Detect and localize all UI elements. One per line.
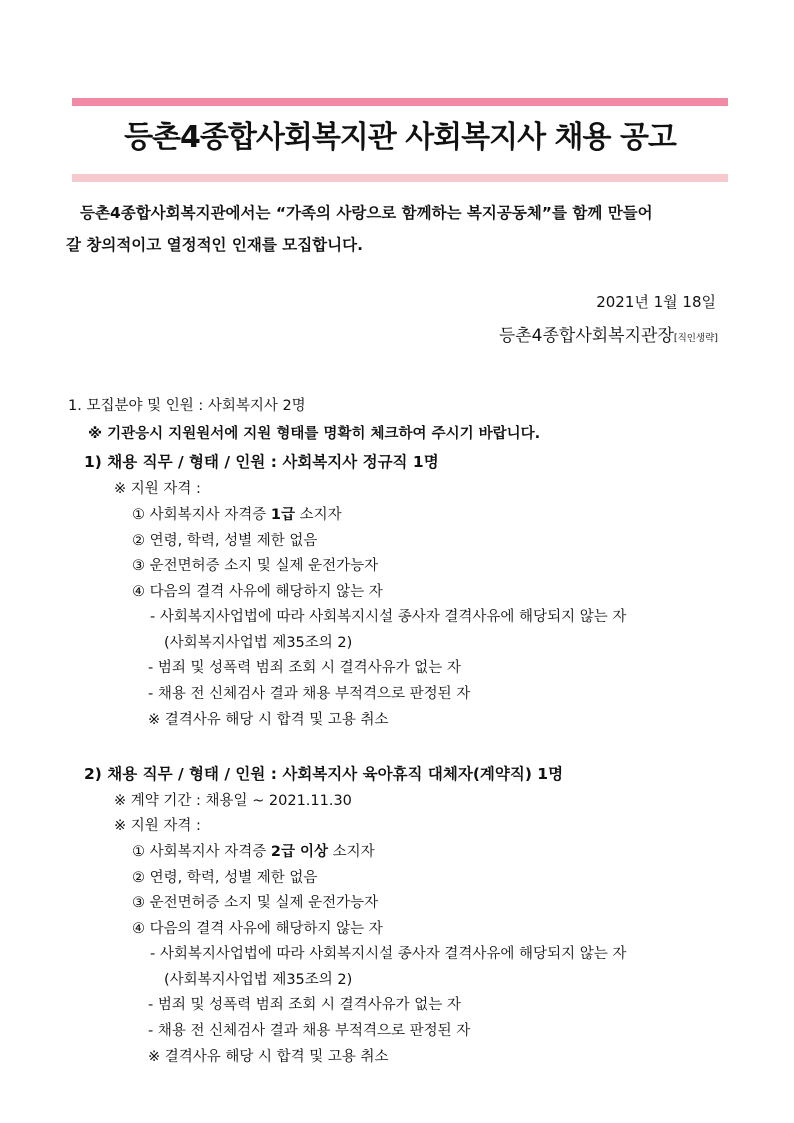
position-2-heading: 2) 채용 직무 / 형태 / 인원 : 사회복지사 육아휴직 대체자(계약직) 1명: [84, 765, 564, 783]
position-1-qual-4b: - 범죄 및 성폭력 범죄 조회 시 결격사유가 없는 자: [148, 660, 461, 676]
position-1-qual-2: ② 연령, 학력, 성별 제한 없음: [132, 533, 318, 549]
position-1-qual-4a-cont: (사회복지사업법 제35조의 2): [164, 635, 353, 651]
position-1-qual-4c: - 채용 전 신체검사 결과 채용 부적격으로 판정된 자: [148, 686, 471, 702]
position-2-qual-4a-cont: (사회복지사업법 제35조의 2): [164, 972, 353, 988]
position-1-qual-4a: - 사회복지사업법에 따라 사회복지시설 종사자 결격사유에 해당되지 않는 자: [150, 609, 627, 625]
document-title: 등촌4종합사회복지관 사회복지사 채용 공고: [124, 120, 676, 155]
qual-text: ① 사회복지사 자격증: [132, 507, 271, 523]
position-1-qual-3: ③ 운전면허증 소지 및 실제 운전가능자: [132, 558, 379, 574]
position-1-qual-1: [132, 505, 342, 525]
position-2-qual-4c: - 채용 전 신체검사 결과 채용 부적격으로 판정된 자: [148, 1023, 471, 1039]
intro-paragraph: [66, 197, 730, 261]
application-notice: ※ 기관응시 지원원서에 지원 형태를 명확히 체크하여 주시기 바랍니다.: [88, 426, 541, 442]
position-2-contract: ※ 계약 기간 : 채용일 ~ 2021.11.30: [114, 793, 352, 809]
position-2-qual-3: ③ 운전면허증 소지 및 실제 운전가능자: [132, 895, 379, 911]
seal-note: [직인생략]: [673, 333, 718, 344]
top-accent-bar: [72, 98, 728, 106]
position-1-heading: 1) 채용 직무 / 형태 / 인원 : 사회복지사 정규직 1명: [84, 453, 439, 471]
announcement-date: 2021년 1월 18일: [596, 293, 716, 311]
position-2-qual-2: ② 연령, 학력, 성별 제한 없음: [132, 870, 318, 886]
intro-line-2: 갈 창의적이고 열정적인 인재를 모집합니다.: [66, 236, 363, 254]
qual-text: 소지자: [328, 844, 375, 860]
issuer: [499, 324, 718, 351]
position-2-qual-1: [132, 842, 375, 862]
issuer-name: 등촌4종합사회복지관장: [498, 326, 674, 346]
position-2-qual-4: ④ 다음의 결격 사유에 해당하지 않는 자: [132, 921, 383, 937]
position-1-qual-4: ④ 다음의 결격 사유에 해당하지 않는 자: [132, 584, 383, 600]
qual-text: ① 사회복지사 자격증: [132, 844, 271, 860]
qual-grade: 2급 이상: [270, 844, 329, 860]
position-1-qual-label: ※ 지원 자격 :: [114, 481, 201, 497]
qual-grade: 1급: [270, 507, 295, 523]
position-2-qual-4b: - 범죄 및 성폭력 범죄 조회 시 결격사유가 없는 자: [148, 997, 461, 1013]
qual-text: 소지자: [295, 507, 342, 523]
position-2-qual-label: ※ 지원 자격 :: [114, 818, 201, 834]
position-2-qual-4a: - 사회복지사업법에 따라 사회복지시설 종사자 결격사유에 해당되지 않는 자: [150, 946, 627, 962]
intro-line-1: 등촌4종합사회복지관에서는 “가족의 사랑으로 함께하는 복지공동체”를 함께 만들어: [80, 204, 653, 222]
position-1-qual-4d: ※ 결격사유 해당 시 합격 및 고용 취소: [148, 712, 389, 728]
bottom-accent-bar: [72, 174, 728, 182]
section-1-heading: 1. 모집분야 및 인원 : 사회복지사 2명: [68, 398, 306, 414]
position-2-qual-4d: ※ 결격사유 해당 시 합격 및 고용 취소: [148, 1049, 389, 1065]
